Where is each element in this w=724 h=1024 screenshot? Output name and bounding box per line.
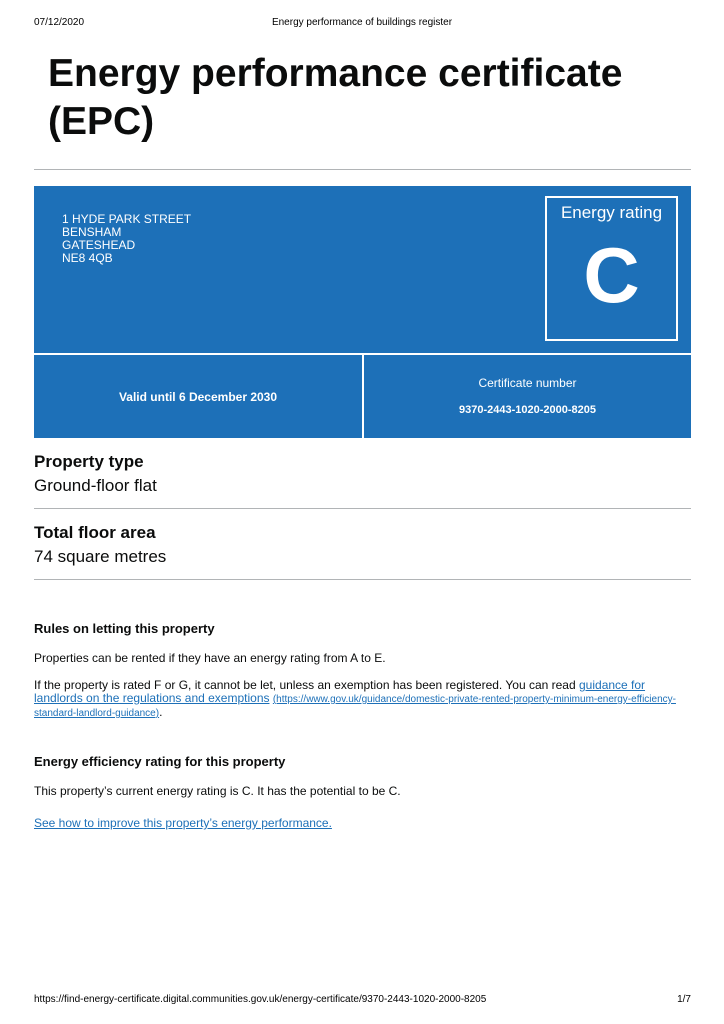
efficiency-heading: Energy efficiency rating for this property xyxy=(34,754,286,769)
landlord-guidance-link[interactable]: guidance for landlords on the regulations and exemptions xyxy=(34,678,646,705)
address-line-4: NE8 4QB xyxy=(62,251,113,265)
valid-until: Valid until 6 December 2030 xyxy=(118,390,278,404)
print-footer-url: https://find-energy-certificate.digital.communities.gov.uk/energy-certificate/9370-2443-1020-2000-8205 xyxy=(34,994,487,1005)
address-line-2: BENSHAM xyxy=(62,225,122,239)
improve-paragraph xyxy=(34,817,694,830)
landlord-guidance-url[interactable]: (https://www.gov.uk/guidance/domestic-private-rented-property-minimum-energy-efficiency-standard-landlord-guidance) xyxy=(34,694,676,719)
rules-paragraph-2-end: . xyxy=(159,705,163,719)
floor-area-value: 74 square metres xyxy=(34,547,167,566)
efficiency-paragraph: This property’s current energy rating is C. It has the potential to be C. xyxy=(34,784,401,798)
epc-summary-box xyxy=(34,186,691,438)
rules-heading: Rules on letting this property xyxy=(34,621,215,636)
property-type-value: Ground-floor flat xyxy=(34,476,157,495)
property-address xyxy=(62,213,191,265)
floor-area-divider xyxy=(34,579,691,580)
address-line-3: GATESHEAD xyxy=(62,238,136,252)
improve-performance-link[interactable]: See how to improve this property’s energy performance. xyxy=(34,816,332,830)
print-header-date: 07/12/2020 xyxy=(34,17,85,28)
certificate-number: 9370-2443-1020-2000-8205 xyxy=(458,404,596,416)
rules-paragraph-1: Properties can be rented if they have an energy rating from A to E. xyxy=(34,651,386,665)
summary-box-vertical-divider xyxy=(362,354,364,438)
rules-paragraph-2-text: If the property is rated F or G, it cannot be let, unless an exemption has been registered. You can read xyxy=(34,678,579,692)
certificate-number-label: Certificate number xyxy=(478,376,577,390)
energy-rating-letter: C xyxy=(583,231,640,319)
property-type-divider xyxy=(34,508,691,509)
page-title: Energy performance certificate (EPC) xyxy=(48,52,623,143)
property-type-heading: Property type xyxy=(34,452,144,471)
print-footer-page-number: 1/7 xyxy=(677,994,691,1005)
title-divider xyxy=(34,169,691,170)
energy-rating-label: Energy rating xyxy=(560,203,663,222)
print-header-title: Energy performance of buildings register xyxy=(271,17,453,28)
floor-area-heading: Total floor area xyxy=(34,523,156,542)
rules-paragraph-2 xyxy=(34,679,694,720)
address-line-1: 1 HYDE PARK STREET xyxy=(62,212,192,226)
energy-rating-box xyxy=(545,196,678,341)
